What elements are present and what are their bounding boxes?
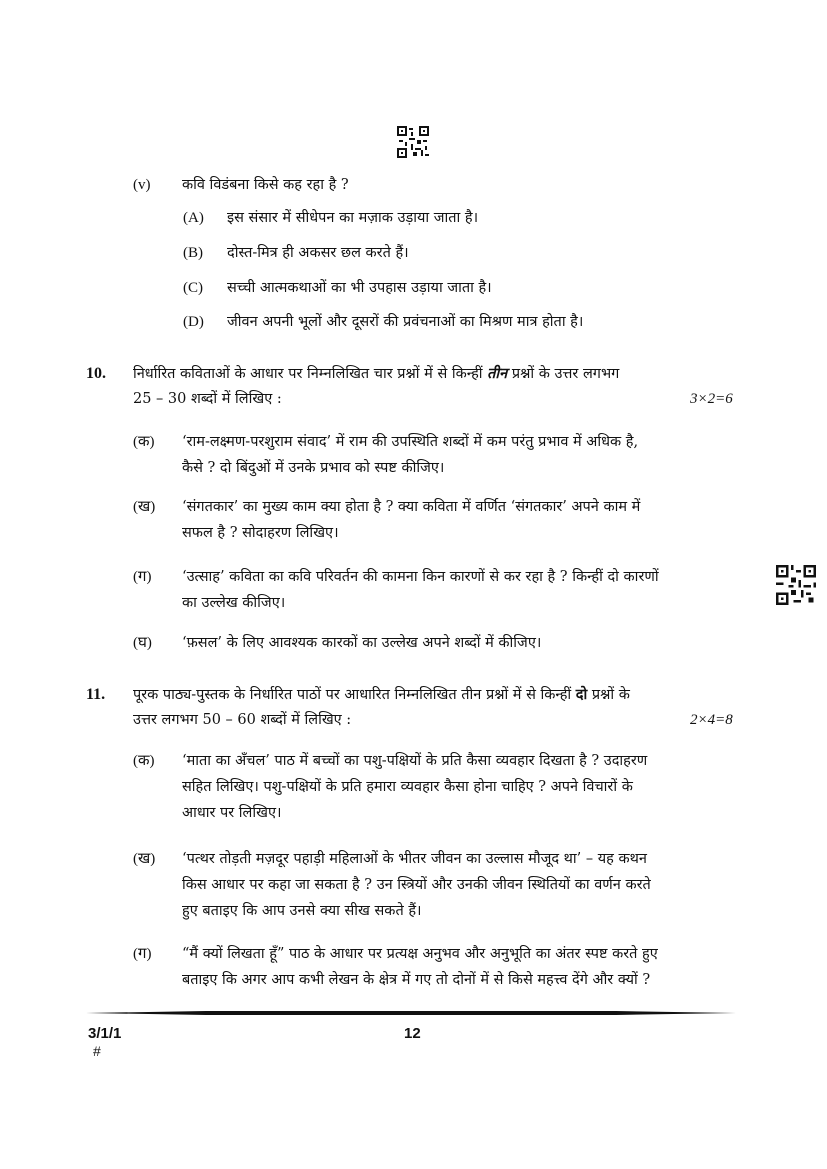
- q11-instruction-line1: [133, 686, 630, 704]
- q11-part-ga-label: (ग): [133, 946, 152, 962]
- q10-part-ga-label: (ग): [133, 569, 152, 585]
- q11-part-ga-line2: बताइए कि अगर आप कभी लेखन के क्षेत्र में गए तो दोनों में से किसे महत्त्व देंगे और क्यों ?: [182, 972, 651, 988]
- q10-part-gha-label: (घ): [133, 635, 152, 651]
- q10-instruction-part-a: निर्धारित कविताओं के आधार पर निम्नलिखित चार प्रश्नों में से किन्हीं: [133, 366, 488, 382]
- q11-marks: 2×4=8: [690, 712, 733, 728]
- option-c-label: (C): [183, 280, 203, 296]
- q10-part-ka-label: (क): [133, 434, 155, 450]
- q10-part-ka-line1: ‘राम-लक्ष्मण-परशुराम संवाद’ में राम की उपस्थिति शब्दों में कम परंतु प्रभाव में अधिक है,: [182, 434, 639, 450]
- q10-instruction-emphasis: तीन: [487, 365, 508, 382]
- side-qr-code-icon: [776, 565, 816, 605]
- q10-instruction-part-b: प्रश्नों के उत्तर लगभग: [507, 366, 620, 382]
- q11-part-ka-line2: सहित लिखिए। पशु-पक्षियों के प्रति हमारा व्यवहार कैसा होना चाहिए ? अपने विचारों के: [182, 779, 633, 795]
- q11-part-ka-label: (क): [133, 753, 155, 769]
- q11-part-kha-line1: ‘पत्थर तोड़ती मज़दूर पहाड़ी महिलाओं के भीतर जीवन का उल्लास मौजूद था’ – यह कथन: [182, 851, 647, 867]
- q10-part-ga-line1: ‘उत्साह’ कविता का कवि परिवर्तन की कामना किन कारणों से कर रहा है ? किन्हीं दो कारणों: [182, 569, 659, 585]
- option-d-text: जीवन अपनी भूलों और दूसरों की प्रवंचनाओं का मिश्रण मात्र होता है।: [227, 314, 584, 330]
- q10-marks: 3×2=6: [690, 391, 733, 407]
- q10-part-kha-line2: सफल है ? सोदाहरण लिखिए।: [182, 525, 339, 541]
- q10-part-ga-line2: का उल्लेख कीजिए।: [182, 595, 286, 611]
- top-qr-code-icon: [397, 126, 429, 158]
- q11-instruction-part-b: प्रश्नों के: [587, 687, 630, 703]
- page-number: 12: [404, 1025, 421, 1042]
- option-d-label: (D): [183, 314, 204, 330]
- option-a-label: (A): [183, 210, 204, 226]
- option-b-label: (B): [183, 245, 203, 261]
- q9-v-text: कवि विडंबना किसे कह रहा है ?: [182, 177, 349, 193]
- footer-divider: [86, 1009, 736, 1017]
- q11-number: 11.: [86, 686, 106, 703]
- q11-instruction-emphasis: दो: [575, 686, 588, 703]
- q11-part-kha-line3: हुए बताइए कि आप उनसे क्या सीख सकते हैं।: [182, 903, 422, 919]
- q11-instruction-line2: उत्तर लगभग 50 – 60 शब्दों में लिखिए :: [133, 712, 352, 728]
- q11-part-ka-line1: ‘माता का अँचल’ पाठ में बच्चों का पशु-पक्षियों के प्रति कैसा व्यवहार दिखता है ? उदाहरण: [182, 753, 648, 769]
- q11-part-kha-label: (ख): [133, 851, 156, 867]
- q10-part-gha-line1: ‘फ़सल’ के लिए आवश्यक कारकों का उल्लेख अपने शब्दों में कीजिए।: [182, 635, 542, 651]
- hash-mark: #: [93, 1043, 101, 1059]
- q10-part-ka-line2: कैसे ? दो बिंदुओं में उनके प्रभाव को स्पष्ट कीजिए।: [182, 460, 445, 476]
- option-c-text: सच्ची आत्मकथाओं का भी उपहास उड़ाया जाता है।: [227, 280, 492, 296]
- q10-instruction-line1: [133, 365, 619, 383]
- option-a-text: इस संसार में सीधेपन का मज़ाक उड़ाया जाता है।: [227, 210, 479, 226]
- q11-part-ga-line1: “मैं क्यों लिखता हूँ” पाठ के आधार पर प्रत्यक्ष अनुभव और अनुभूति का अंतर स्पष्ट करते हुए: [182, 946, 658, 962]
- q9-v-label: (v): [133, 177, 151, 193]
- q10-number: 10.: [86, 365, 106, 382]
- q11-part-ka-line3: आधार पर लिखिए।: [182, 805, 282, 821]
- paper-code: 3/1/1: [88, 1025, 122, 1042]
- q11-part-kha-line2: किस आधार पर कहा जा सकता है ? उन स्त्रियों और उनकी जीवन स्थितियों का वर्णन करते: [182, 877, 651, 893]
- q10-part-kha-line1: ‘संगतकार’ का मुख्य काम क्या होता है ? क्या कविता में वर्णित ‘संगतकार’ अपने काम में: [182, 499, 641, 515]
- option-b-text: दोस्त-मित्र ही अकसर छल करते हैं।: [227, 245, 409, 261]
- q10-part-kha-label: (ख): [133, 499, 156, 515]
- q11-instruction-part-a: पूरक पाठ्य-पुस्तक के निर्धारित पाठों पर आधारित निम्नलिखित तीन प्रश्नों में से किन्हीं: [133, 687, 576, 703]
- q10-instruction-line2: 25 – 30 शब्दों में लिखिए :: [133, 391, 282, 407]
